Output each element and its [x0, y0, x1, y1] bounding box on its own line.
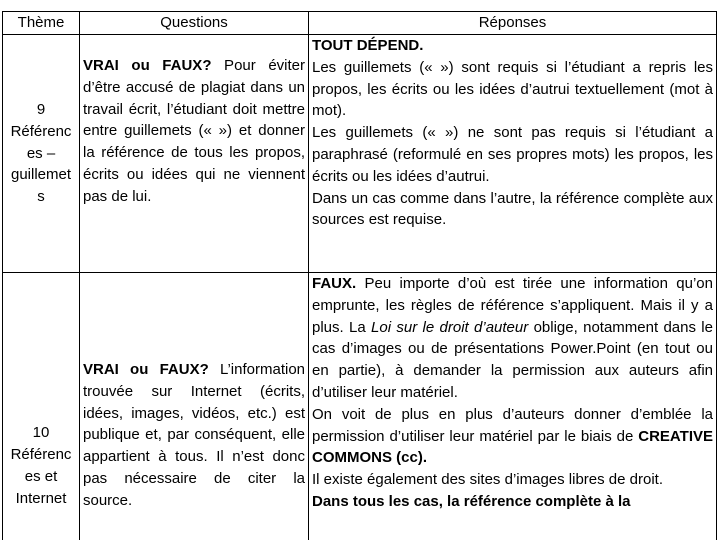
response-lead: TOUT DÉPEND. — [312, 37, 424, 54]
response-cell — [309, 35, 717, 273]
theme-line: es – — [26, 144, 56, 162]
question-cell — [80, 35, 309, 273]
response-paragraph: Les guillemets (« ») ne sont pas requis si l’étudiant a paraphrasé (reformulé en ses propres mots) les propos, les écrits ou les idées d’autrui. — [312, 124, 713, 185]
theme-line: es et — [24, 468, 58, 485]
question-cell — [80, 273, 309, 540]
quiz-table — [2, 11, 717, 540]
question-body: L’information trouvée sur Internet (écrits, idées, images, vidéos, etc.) est publique et, par conséquent, elle appartient à tous. Il n’est donc pas nécessaire de citer la source. — [83, 361, 306, 509]
table-row — [3, 273, 717, 540]
table-row — [3, 35, 717, 273]
law-title: Loi sur le droit d’auteur — [371, 318, 529, 336]
response-paragraph: Il existe également des sites d’images libres de droit. — [312, 471, 664, 489]
response-cell — [309, 273, 717, 540]
question-lead: VRAI ou FAUX? — [83, 361, 209, 378]
response-lead: FAUX. — [312, 275, 357, 292]
theme-line: Référenc — [10, 122, 72, 140]
header-theme: Thème — [3, 12, 80, 35]
response-paragraph: Dans un cas comme dans l’autre, la référence complète aux sources est requise. — [312, 189, 713, 229]
theme-cell — [3, 273, 80, 540]
theme-number: 10 — [32, 424, 50, 442]
question-text — [83, 55, 305, 208]
response-paragraph: On voit de plus en plus d’auteurs donner d’emblée la permission d’utiliser leur matériel par le biais de CREATIVE COMMONS (cc). — [312, 405, 713, 467]
header-row — [3, 12, 717, 35]
creative-commons: CREATIVE COMMONS (cc). — [312, 427, 713, 467]
question-body: Pour éviter d’être accusé de plagiat dans un travail écrit, l’étudiant doit mettre entre guillemets (« ») et donner la référence de tous les propos, écrits ou idées qui ne viennent pas de lui. — [83, 57, 305, 205]
response-paragraph: FAUX. Peu importe d’où est tirée une information qu’on emprunte, les règles de référence s’appliquent. Mais il y a plus. La Loi sur le droit d’auteur oblige, notamment dans le cas d’images ou de présentations Power.Point (en tout ou en partie), à demander la permission aux auteurs afin d’utiliser leur matériel. — [312, 275, 713, 401]
theme-line: s — [37, 188, 45, 206]
theme-line: Référenc — [10, 446, 72, 464]
theme-line: Internet — [15, 489, 67, 507]
response-paragraph: Dans tous les cas, la référence complète à la — [312, 492, 631, 510]
response-paragraph: Les guillemets (« ») sont requis si l’étudiant a repris les propos, les écrits ou les idées d’autrui textuellement (mot à mot). — [312, 58, 713, 120]
theme-line: guillemet — [10, 166, 72, 184]
theme-cell — [3, 35, 80, 273]
question-lead: VRAI ou FAUX? — [83, 57, 212, 74]
question-text — [83, 359, 305, 512]
theme-number: 9 — [36, 101, 46, 118]
header-responses: Réponses — [309, 12, 717, 35]
header-questions: Questions — [80, 12, 309, 35]
